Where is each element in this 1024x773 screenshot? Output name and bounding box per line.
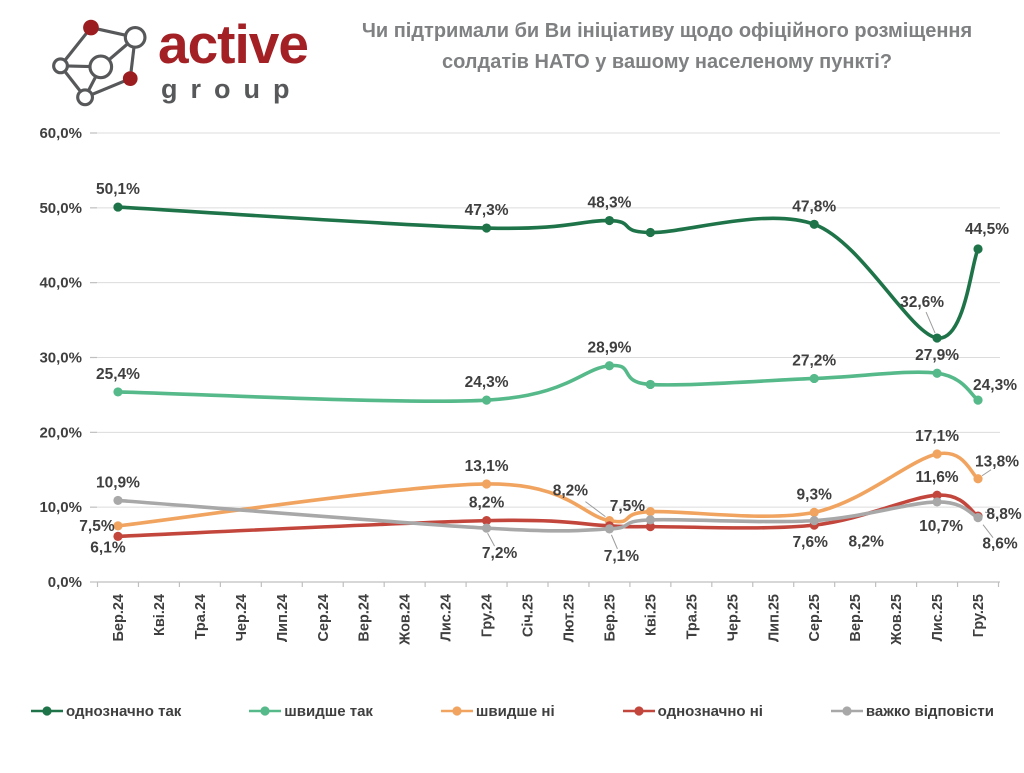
x-axis-label: Жов.25 xyxy=(889,594,906,645)
y-axis-label: 50,0% xyxy=(39,199,82,217)
data-point xyxy=(973,396,982,405)
data-point xyxy=(482,524,491,533)
x-axis-label: Гру.25 xyxy=(971,594,988,638)
data-point xyxy=(932,497,941,506)
x-axis-label: Гру.24 xyxy=(479,594,496,638)
data-point xyxy=(810,508,819,517)
data-point xyxy=(646,228,655,237)
data-label: 47,3% xyxy=(464,202,509,220)
data-point xyxy=(646,515,655,524)
data-point xyxy=(482,223,491,232)
header xyxy=(0,0,1024,115)
x-axis-label: Кві.24 xyxy=(151,594,168,636)
x-axis-label: Кві.25 xyxy=(643,594,660,636)
data-label: 7,6% xyxy=(792,534,828,552)
data-label: 8,2% xyxy=(552,482,589,500)
data-point xyxy=(113,202,122,211)
y-axis-label: 40,0% xyxy=(39,274,82,292)
x-axis-label: Чер.25 xyxy=(725,594,742,642)
data-label: 8,8% xyxy=(986,506,1022,524)
x-axis-label: Лип.25 xyxy=(766,594,783,643)
x-axis-label: Лис.25 xyxy=(930,594,947,642)
active-group-logo xyxy=(28,4,308,112)
logo-sub-text: group xyxy=(161,74,303,104)
data-point xyxy=(973,474,982,483)
x-axis-label: Лис.24 xyxy=(438,594,455,642)
legend-label: важко відповісти xyxy=(865,702,994,720)
x-axis-label: Бер.24 xyxy=(110,594,127,642)
x-axis-label: Тра.24 xyxy=(192,594,209,640)
legend-label: однозначно так xyxy=(66,702,182,720)
x-axis-label: Бер.25 xyxy=(602,594,619,642)
data-point xyxy=(932,369,941,378)
label-leader-line xyxy=(926,312,935,333)
data-point xyxy=(482,396,491,405)
legend-marker-shvydshe-ni xyxy=(440,705,474,717)
data-label: 13,8% xyxy=(975,453,1019,471)
data-point xyxy=(113,496,122,505)
data-point xyxy=(973,513,982,522)
data-label: 6,1% xyxy=(90,539,126,557)
data-label: 8,2% xyxy=(848,533,884,551)
logo-network-icon xyxy=(28,4,150,112)
data-label: 8,2% xyxy=(468,494,505,512)
data-label: 11,6% xyxy=(915,469,959,487)
data-label: 10,9% xyxy=(96,474,140,492)
legend-marker-odnoznachno-tak xyxy=(30,705,64,717)
data-label: 27,9% xyxy=(915,347,960,365)
data-point xyxy=(973,244,982,253)
x-axis-label: Вер.25 xyxy=(848,594,865,642)
legend-item-odnoznachno-tak xyxy=(30,703,181,720)
data-label: 28,9% xyxy=(587,339,632,357)
data-label: 9,3% xyxy=(796,486,832,504)
y-axis-label: 30,0% xyxy=(39,349,82,367)
data-label: 8,6% xyxy=(982,535,1018,553)
data-point xyxy=(605,361,614,370)
y-axis-label: 20,0% xyxy=(39,424,82,442)
data-label: 24,3% xyxy=(973,377,1017,395)
data-label: 7,1% xyxy=(603,547,640,565)
data-point xyxy=(605,216,614,225)
x-axis-label: Лип.24 xyxy=(274,594,291,643)
data-label: 44,5% xyxy=(965,220,1009,238)
series-line-важко відповісти xyxy=(118,497,978,530)
x-axis-label: Лют.25 xyxy=(561,594,578,643)
data-point xyxy=(932,449,941,458)
x-axis-label: Сер.24 xyxy=(315,594,332,642)
data-label: 17,1% xyxy=(915,428,960,446)
series-line-однозначно так xyxy=(118,207,978,338)
x-axis-label: Жов.24 xyxy=(397,594,414,645)
legend-marker-vazhko-vidpovisty xyxy=(830,705,864,717)
legend-item-odnoznachno-ni xyxy=(622,703,763,720)
data-label: 48,3% xyxy=(587,194,632,212)
y-axis-label: 10,0% xyxy=(39,499,82,517)
data-label: 7,2% xyxy=(481,545,518,563)
x-axis-label: Січ.25 xyxy=(520,594,537,638)
data-point xyxy=(810,516,819,525)
data-point xyxy=(482,479,491,488)
chart-legend xyxy=(0,694,1024,728)
legend-label: швидше ні xyxy=(475,702,555,720)
data-point xyxy=(810,220,819,229)
data-point xyxy=(113,521,122,530)
data-point xyxy=(932,333,941,342)
legend-item-shvydshe-tak xyxy=(248,703,373,720)
logo-wordmark xyxy=(158,13,308,105)
data-point xyxy=(113,387,122,396)
y-axis-label: 60,0% xyxy=(39,125,82,142)
x-axis-label: Тра.25 xyxy=(684,594,701,640)
legend-item-shvydshe-ni xyxy=(440,703,555,720)
x-axis-label: Сер.25 xyxy=(807,594,824,642)
data-label: 25,4% xyxy=(96,365,140,383)
label-leader-line xyxy=(611,535,617,549)
y-axis-label: 0,0% xyxy=(47,574,82,591)
legend-item-vazhko-vidpovisty xyxy=(830,703,994,720)
chart-title: Чи підтримали би Ви ініціативу щодо офіційного розміщення солдатів НАТО у вашому населеному пункті? xyxy=(361,20,973,73)
x-axis-label: Чер.24 xyxy=(233,594,250,642)
data-point xyxy=(810,374,819,383)
data-label: 24,3% xyxy=(464,374,509,392)
logo-brand-text: active xyxy=(158,13,308,75)
data-label: 50,1% xyxy=(96,181,140,199)
legend-label: швидше так xyxy=(284,702,373,720)
data-label: 47,8% xyxy=(792,198,837,216)
data-label: 32,6% xyxy=(900,294,945,312)
x-axis-label: Вер.24 xyxy=(356,594,373,642)
data-label: 27,2% xyxy=(792,352,837,370)
data-label: 10,7% xyxy=(919,517,964,535)
legend-marker-shvydshe-tak xyxy=(248,705,282,717)
data-label: 7,5% xyxy=(79,517,115,535)
data-label: 13,1% xyxy=(464,457,509,475)
data-point xyxy=(605,524,614,533)
legend-marker-odnoznachno-ni xyxy=(622,705,656,717)
data-point xyxy=(646,380,655,389)
series-line-швидше так xyxy=(118,365,978,401)
data-label: 7,5% xyxy=(609,497,646,515)
legend-label: однозначно ні xyxy=(657,702,763,720)
data-point xyxy=(646,507,655,516)
